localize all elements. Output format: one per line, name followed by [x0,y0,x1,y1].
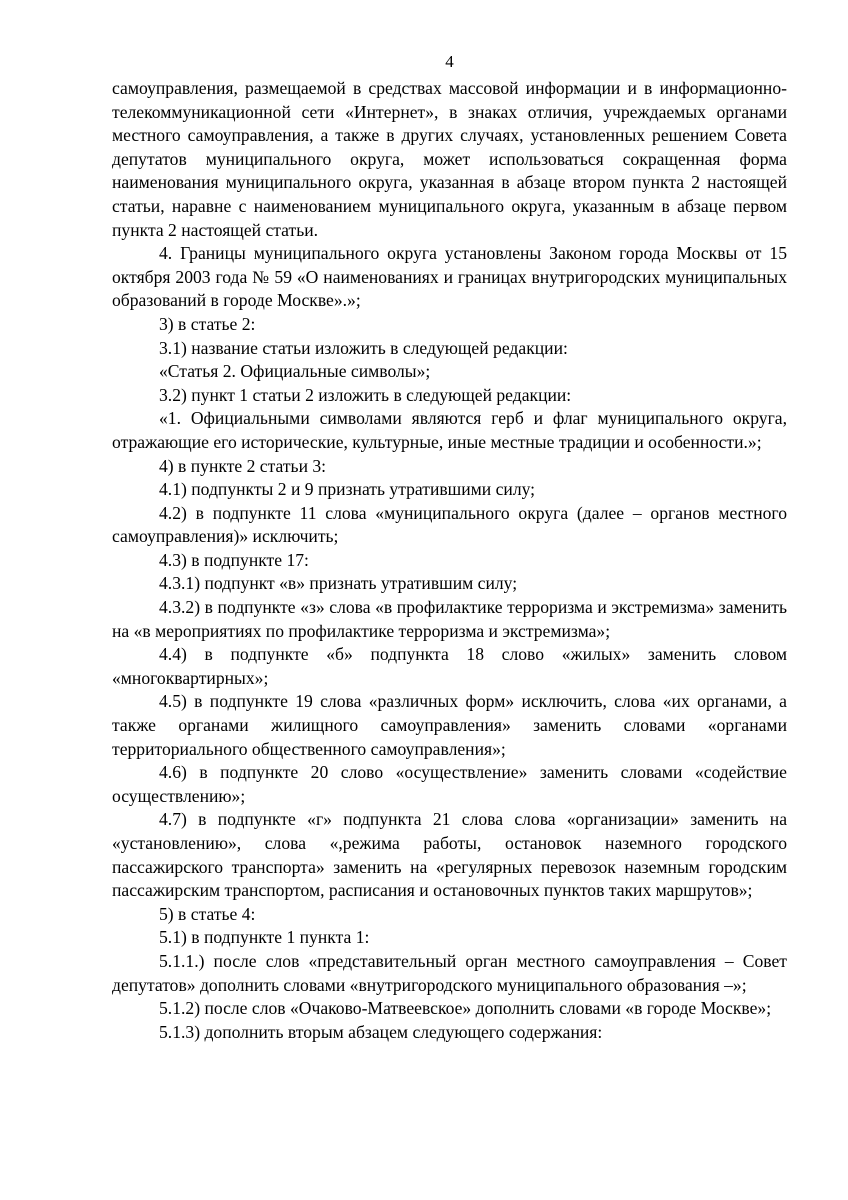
paragraph: 5.1.3) дополнить вторым абзацем следующего содержания: [159,1021,603,1042]
paragraph: 5) в статье 4: [159,903,256,924]
paragraph: 4.3) в подпункте 17: [159,549,309,570]
paragraph: 4.2) в подпункте 11 слова «муниципального округа (далее – органов местного самоуправления)» исключить; [112,502,787,547]
paragraph: 3) в статье 2: [159,313,256,334]
paragraph: 4.6) в подпункте 20 слово «осуществление» заменить словами «содействие осуществлению»; [112,762,787,806]
paragraph: 4. Границы муниципального округа установлены Законом города Москвы от 15 октября 2003 года № 59 «О наименованиях и границах внутригородских муниципальных образований в городе Москве».»; [112,243,787,311]
paragraph: 3.1) название статьи изложить в следующей редакции: [159,337,568,358]
paragraph: 5.1) в подпункте 1 пункта 1: [159,927,370,948]
paragraph: 4.7) в подпункте «г» подпункта 21 слова слова «организации» заменить на «установлению», слова «,режима работы, остановок наземного городского пассажирского транспорта» заменить на «регулярных перевозок наземным городским пассажирским транспортом, расписания и остановочных пунктов таких маршрутов»; [112,809,787,901]
paragraph: «Статья 2. Официальные символы»; [159,361,431,382]
paragraph: 4.3.2) в подпункте «з» слова «в профилактике терроризма и экстремизма» заменить на «в мероприятиях по профилактике терроризма и экстремизма»; [112,597,787,641]
paragraph: 4.1) подпункты 2 и 9 признать утратившими силу; [159,479,536,500]
paragraph: 5.1.1.) после слов «представительный орган местного самоуправления – Совет депутатов» дополнить словами «внутригородского муниципального образования –»; [112,950,787,995]
paragraph: 5.1.2) после слов «Очаково-Матвеевское» дополнить словами «в городе Москве»; [159,998,772,1019]
paragraph: 4.5) в подпункте 19 слова «различных форм» исключить, слова «их органами, а также органами жилищного самоуправления» заменить словами «органами территориального общественного самоуправления»; [112,691,787,759]
paragraph: 4.4) в подпункте «б» подпункта 18 слово «жилых» заменить словом «многоквартирных»; [112,644,787,688]
paragraph: самоуправления, размещаемой в средствах массовой информации и в информационно-телекоммуникационной сети «Интернет», в знаках отличия, учреждаемых органами местного самоуправления, а также в других случаях, установленных решением Совета депутатов муниципального округа, может использоваться сокращенная форма наименования муниципального округа, указанная в абзаце втором пункта 2 настоящей статьи, наравне с наименованием муниципального округа, указанным в абзаце первом пункта 2 настоящей статьи. [112,78,787,240]
paragraph: «1. Официальными символами являются герб и флаг муниципального округа, отражающие его исторические, культурные, иные местные традиции и особенности.»; [112,408,787,452]
document-body [112,77,787,1044]
page-number: 4 [445,52,454,71]
paragraph: 4.3.1) подпункт «в» признать утратившим силу; [159,573,518,594]
document-page [112,0,787,1044]
paragraph: 4) в пункте 2 статьи 3: [159,455,327,476]
paragraph: 3.2) пункт 1 статьи 2 изложить в следующей редакции: [159,384,572,405]
